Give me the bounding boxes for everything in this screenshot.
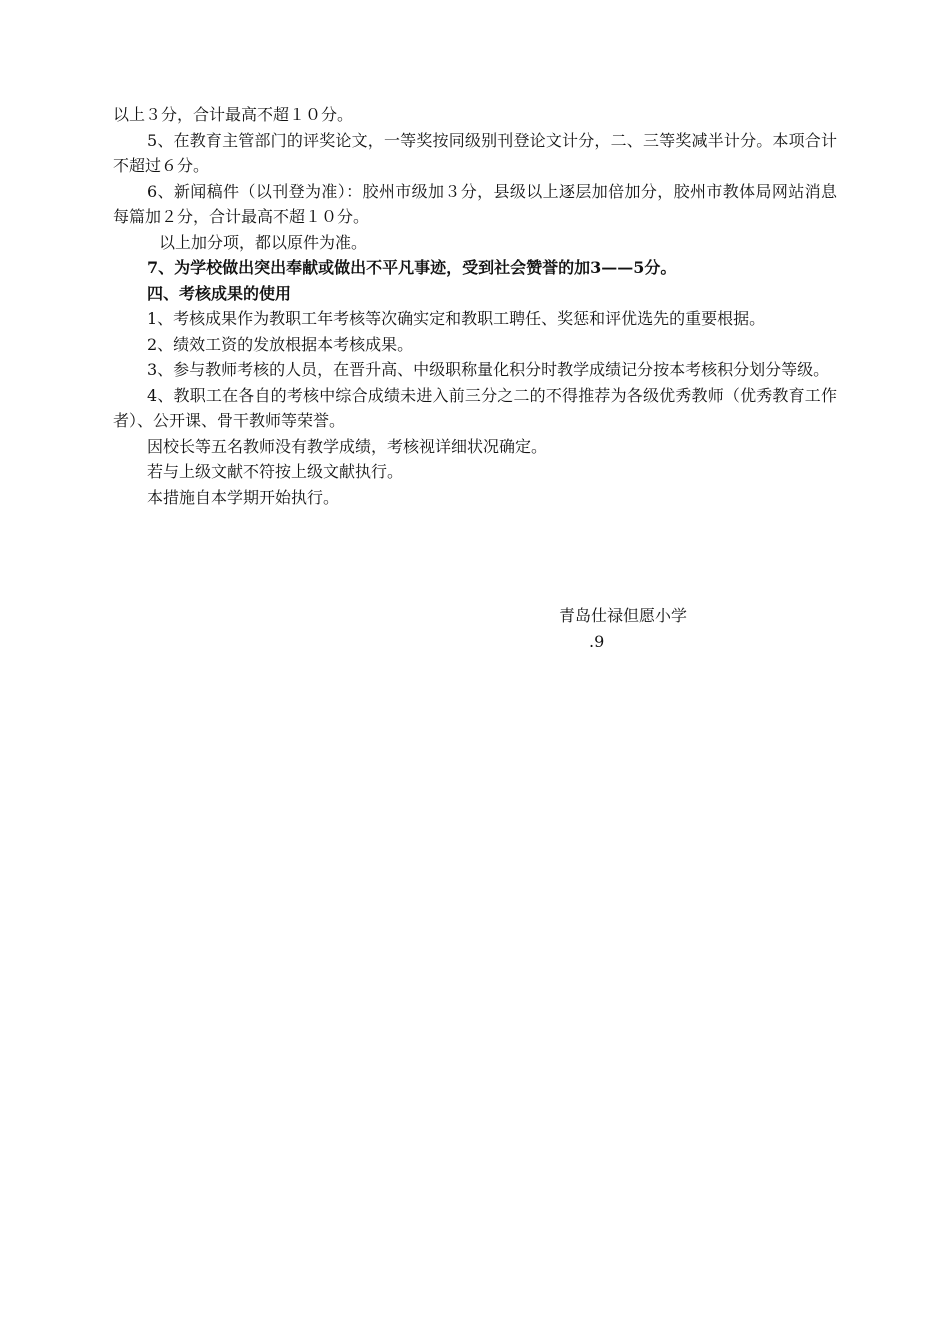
signature-date: .9: [589, 632, 605, 651]
document-body: [113, 102, 837, 510]
paragraph-result-4: 4、教职工在各自的考核中综合成绩未进入前三分之二的不得推荐为各级优秀教师（优秀教育工作者）、公开课、骨干教师等荣誉。: [113, 385, 837, 430]
paragraph-result-3: 3、参与教师考核的人员，在晋升高、中级职称量化积分时教学成绩记分按本考核积分划分等级。: [147, 360, 830, 379]
paragraph-item-5: 5、在教育主管部门的评奖论文，一等奖按同级别刊登论文计分，二、三等奖减半计分。本项合计不超过６分。: [113, 130, 837, 175]
paragraph-principal-note: 因校长等五名教师没有教学成绩，考核视详细状况确定。: [147, 436, 548, 456]
signature-block: [559, 603, 687, 655]
paragraph-effective: 本措施自本学期开始执行。: [147, 487, 340, 507]
paragraph-result-1: 1、考核成果作为教职工年考核等次确实定和教职工聘任、奖惩和评优选先的重要根据。: [147, 309, 766, 328]
paragraph-continuation: 以上３分，合计最高不超１０分。: [113, 105, 354, 124]
section-heading: 四、考核成果的使用: [147, 283, 292, 303]
paragraph-superior-rule: 若与上级文献不符按上级文献执行。: [147, 462, 404, 481]
paragraph-note: 以上加分项，都以原件为准。: [159, 232, 368, 252]
paragraph-result-2: 2、绩效工资的发放根据本考核成果。: [147, 334, 414, 354]
school-name: 青岛仕禄但愿小学: [559, 606, 688, 625]
paragraph-item-6: 6、新闻稿件（以刊登为准）：胶州市级加３分，县级以上逐层加倍加分，胶州市教体局网站消息每篇加２分，合计最高不超１０分。: [113, 181, 837, 226]
paragraph-item-7: 7、为学校做出突出奉献或做出不平凡事迹，受到社会赞誉的加3——5分。: [147, 258, 677, 277]
